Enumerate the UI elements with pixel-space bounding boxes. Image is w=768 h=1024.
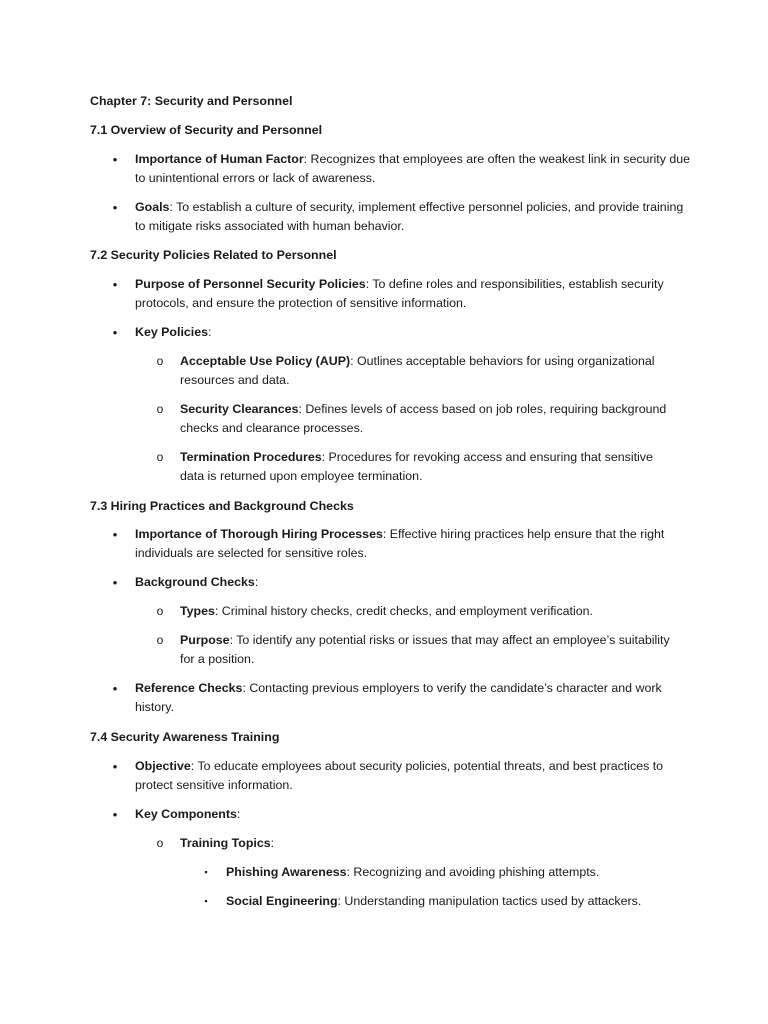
list-item — [112, 150, 695, 188]
item-text: : Defines levels of access based on job roles, requiring background checks and clearance processes. — [180, 402, 667, 435]
sub-list-item — [156, 400, 680, 438]
item-text: : To educate employees about security policies, potential threats, and best practices to protect sensitive information. — [135, 759, 664, 792]
square-marker: ▪ — [204, 896, 208, 906]
sub-sub-list-item — [204, 892, 696, 911]
item-term: Purpose of Personnel Security Policies — [135, 277, 366, 291]
item-text: : Understanding manipulation tactics used by attackers. — [337, 894, 642, 908]
item-text: : Effective hiring practices help ensure that the right individuals are selected for sensitive roles. — [135, 527, 665, 560]
bullet-marker: • — [112, 200, 118, 215]
bullet-marker: • — [112, 575, 118, 590]
item-term: Key Components — [135, 807, 237, 821]
bullet-marker: • — [112, 759, 118, 774]
list-item — [112, 679, 695, 717]
chapter-title: Chapter 7: Security and Personnel — [90, 94, 293, 108]
item-text: : To establish a culture of security, implement effective personnel policies, and provide training to mitigate risks associated with human behavior. — [135, 200, 684, 233]
list-item — [112, 757, 695, 795]
bullet-marker: • — [112, 152, 118, 167]
sub-list-item — [156, 448, 680, 486]
item-text: : — [208, 325, 212, 339]
item-term: Objective — [135, 759, 191, 773]
sub-list-item — [156, 602, 680, 621]
item-text: : Contacting previous employers to verify the candidate’s character and work history. — [135, 681, 662, 714]
section-heading: 7.4 Security Awareness Training — [90, 730, 280, 744]
item-term: Acceptable Use Policy (AUP) — [180, 354, 351, 368]
list-item — [112, 573, 695, 592]
item-text: : Procedures for revoking access and ensuring that sensitive data is returned upon employee termination. — [180, 450, 653, 483]
circle-marker: o — [156, 402, 164, 416]
list-item — [112, 275, 695, 313]
circle-marker: o — [156, 633, 164, 647]
bullet-marker: • — [112, 807, 118, 822]
circle-marker: o — [156, 450, 164, 464]
item-term: Importance of Human Factor — [135, 152, 304, 166]
sub-list-item — [156, 834, 680, 853]
bullet-marker: • — [112, 277, 118, 292]
circle-marker: o — [156, 836, 164, 850]
section-heading: 7.3 Hiring Practices and Background Checks — [90, 499, 354, 513]
list-item — [112, 525, 695, 563]
item-text: : — [270, 836, 275, 850]
section-heading: 7.1 Overview of Security and Personnel — [90, 123, 323, 137]
item-term: Key Policies — [135, 325, 209, 339]
item-text: : Recognizing and avoiding phishing attempts. — [346, 865, 600, 879]
item-term: Types — [180, 604, 215, 618]
sub-list-item — [156, 352, 680, 390]
circle-marker: o — [156, 604, 164, 618]
circle-marker: o — [156, 354, 164, 368]
list-item — [112, 805, 695, 824]
item-term: Termination Procedures — [180, 450, 322, 464]
item-text: : — [254, 575, 259, 589]
item-term: Security Clearances — [180, 402, 299, 416]
section-heading: 7.2 Security Policies Related to Personnel — [90, 248, 337, 262]
bullet-marker: • — [112, 325, 118, 340]
item-term: Goals — [135, 200, 170, 214]
item-term: Importance of Thorough Hiring Processes — [135, 527, 383, 541]
item-text: : To identify any potential risks or issues that may affect an employee’s suitability for a position. — [180, 633, 670, 666]
list-item — [112, 323, 695, 342]
sub-sub-list-item — [204, 863, 696, 882]
sub-list-item — [156, 631, 680, 669]
item-text: : — [236, 807, 241, 821]
bullet-marker: • — [112, 681, 118, 696]
list-item — [112, 198, 695, 236]
item-term: Purpose — [180, 633, 230, 647]
item-term: Phishing Awareness — [226, 865, 347, 879]
item-term: Reference Checks — [135, 681, 243, 695]
item-text: : Recognizes that employees are often the weakest link in security due to unintentional errors or lack of awareness. — [135, 152, 691, 185]
item-text: : Criminal history checks, credit checks, and employment verification. — [214, 604, 593, 618]
item-term: Social Engineering — [226, 894, 338, 908]
item-text: : Outlines acceptable behaviors for using organizational resources and data. — [180, 354, 655, 387]
item-term: Training Topics — [180, 836, 271, 850]
item-term: Background Checks — [135, 575, 255, 589]
square-marker: ▪ — [204, 867, 208, 877]
bullet-marker: • — [112, 527, 118, 542]
item-text: : To define roles and responsibilities, establish security protocols, and ensure the protection of sensitive information. — [135, 277, 664, 310]
